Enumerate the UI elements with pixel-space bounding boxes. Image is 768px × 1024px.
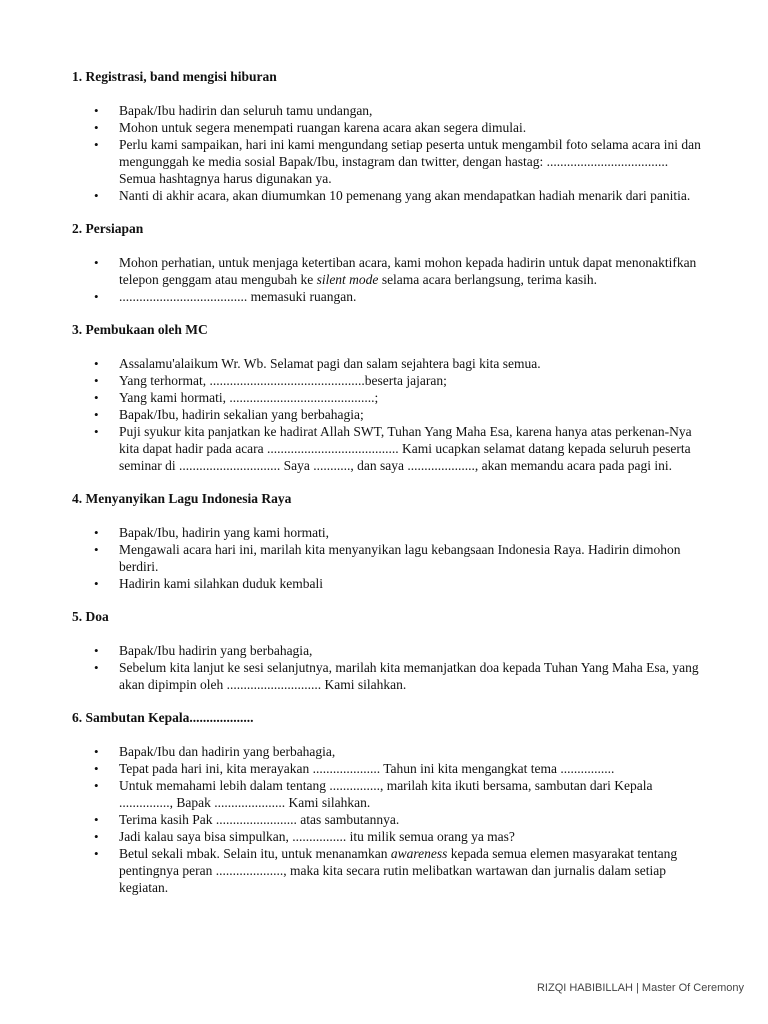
section-heading: 3. Pembukaan oleh MC bbox=[72, 322, 208, 337]
bullet-item bbox=[72, 524, 702, 541]
section-heading: 1. Registrasi, band mengisi hiburan bbox=[72, 69, 277, 84]
bullet-item bbox=[72, 760, 702, 777]
item-text: Terima kasih Pak ........................ atas sambutannya. bbox=[119, 812, 400, 827]
item-text: Untuk memahami lebih dalam tentang ..............., marilah kita ikuti bersama, sambutan dari Kepala ..............., Bapak ..................... Kami silahkan. bbox=[119, 778, 653, 810]
section-heading: 2. Persiapan bbox=[72, 221, 144, 236]
bullet-list bbox=[72, 524, 702, 592]
bullet-list bbox=[72, 254, 702, 305]
item-text: Mohon perhatian, untuk menjaga ketertiban acara, kami mohon kepada hadirin untuk dapat menonaktifkan telepon genggam atau mengubah ke bbox=[119, 255, 697, 287]
item-text: Jadi kalau saya bisa simpulkan, ................ itu milik semua orang ya mas? bbox=[119, 829, 515, 844]
item-text: Sebelum kita lanjut ke sesi selanjutnya, marilah kita memanjatkan doa kepada Tuhan Yang Maha Esa, yang akan dipimpin oleh ............................ Kami silahkan. bbox=[119, 660, 699, 692]
item-text: Betul sekali mbak. Selain itu, untuk menanamkan bbox=[119, 846, 391, 861]
bullet-item bbox=[72, 777, 702, 811]
bullet-list bbox=[72, 743, 702, 896]
bullet-item bbox=[72, 575, 702, 592]
bullet-item bbox=[72, 828, 702, 845]
item-text: Assalamu'alaikum Wr. Wb. Selamat pagi dan salam sejahtera bagi kita semua. bbox=[119, 356, 541, 371]
bullet-item bbox=[72, 355, 702, 372]
item-text: Bapak/Ibu, hadirin sekalian yang berbahagia; bbox=[119, 407, 364, 422]
item-text: Yang kami hormati, ...........................................; bbox=[119, 390, 379, 405]
bullet-item bbox=[72, 811, 702, 828]
item-text: Nanti di akhir acara, akan diumumkan 10 pemenang yang akan mendapatkan hadiah menarik dari panitia. bbox=[119, 188, 691, 203]
bullet-list bbox=[72, 355, 702, 474]
bullet-item bbox=[72, 136, 702, 187]
bullet-item bbox=[72, 119, 702, 136]
item-text: Hadirin kami silahkan duduk kembali bbox=[119, 576, 323, 591]
item-text: Tepat pada hari ini, kita merayakan .................... Tahun ini kita mengangkat tema ................ bbox=[119, 761, 615, 776]
item-text: Bapak/Ibu dan hadirin yang berbahagia, bbox=[119, 744, 336, 759]
bullet-item bbox=[72, 541, 702, 575]
item-text: Mohon untuk segera menempati ruangan karena acara akan segera dimulai. bbox=[119, 120, 527, 135]
bullet-item bbox=[72, 187, 702, 204]
bullet-item bbox=[72, 845, 702, 896]
item-text: kepada semua elemen masyarakat tentang pentingnya peran ...................., maka kita secara rutin melibatkan wartawan dan jurnalis dalam setiap kegiatan. bbox=[119, 846, 678, 895]
page-footer: RIZQI HABIBILLAH | Master Of Ceremony bbox=[536, 982, 744, 994]
bullet-item bbox=[72, 743, 702, 760]
item-emphasis: silent mode bbox=[316, 272, 379, 287]
bullet-list bbox=[72, 642, 702, 693]
item-text: Bapak/Ibu hadirin yang berbahagia, bbox=[119, 643, 313, 658]
bullet-item bbox=[72, 102, 702, 119]
item-emphasis: awareness bbox=[390, 846, 448, 861]
item-text: Perlu kami sampaikan, hari ini kami mengundang setiap peserta untuk mengambil foto selama acara ini dan mengunggah ke media sosial Bapak/Ibu, instagram dan twitter, dengan hastag: .................................... Semua hashtagnya harus digunakan ya. bbox=[119, 137, 701, 186]
item-text: Mengawali acara hari ini, marilah kita menyanyikan lagu kebangsaan Indonesia Raya. Hadirin dimohon berdiri. bbox=[119, 542, 681, 574]
item-text: Yang terhormat, ..............................................beserta jajaran; bbox=[119, 373, 447, 388]
bullet-item bbox=[72, 423, 702, 474]
bullet-list bbox=[72, 102, 702, 204]
bullet-item bbox=[72, 372, 702, 389]
section-heading: 5. Doa bbox=[72, 609, 109, 624]
bullet-item bbox=[72, 254, 702, 288]
item-text: Puji syukur kita panjatkan ke hadirat Allah SWT, Tuhan Yang Maha Esa, karena hanya atas perkenan-Nya kita dapat hadir pada acara ....................................... Kami ucapkan selamat datang kepada seluruh peserta seminar di .............................. Saya ..........., dan saya ...................., akan memandu acara pada pagi ini. bbox=[119, 424, 692, 473]
item-text: Bapak/Ibu hadirin dan seluruh tamu undangan, bbox=[119, 103, 373, 118]
item-text: Bapak/Ibu, hadirin yang kami hormati, bbox=[119, 525, 329, 540]
bullet-item bbox=[72, 288, 702, 305]
document-body bbox=[72, 68, 702, 912]
section-heading: 4. Menyanyikan Lagu Indonesia Raya bbox=[72, 491, 292, 506]
bullet-item bbox=[72, 659, 702, 693]
item-text: ...................................... memasuki ruangan. bbox=[119, 289, 357, 304]
item-text: selama acara berlangsung, terima kasih. bbox=[378, 272, 597, 287]
bullet-item bbox=[72, 389, 702, 406]
bullet-item bbox=[72, 406, 702, 423]
section-heading: 6. Sambutan Kepala................... bbox=[72, 710, 254, 725]
bullet-item bbox=[72, 642, 702, 659]
